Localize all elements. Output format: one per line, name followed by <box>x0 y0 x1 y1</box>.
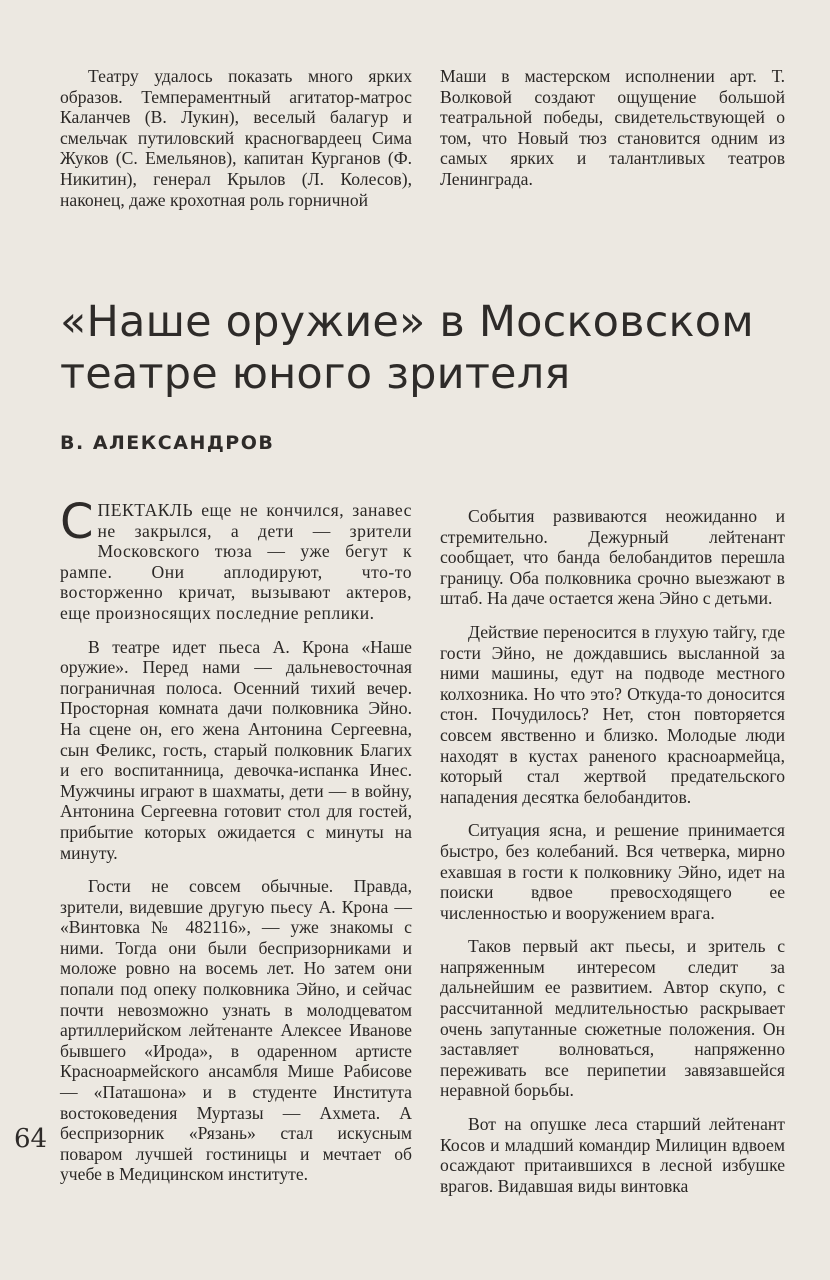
article-paragraph: Действие переносится в глухую тайгу, где гости Эйно, не дождавшись высланной за ними машины, едут на подводе местного колхозника. Но что это? Откуда-то доносится стон. Почудилось? Нет, стон повторяется совсем явственно и близко. Молодые люди находят в кустах раненого красноармейца, который стал жертвой предательского нападения десятка белобандитов. <box>440 621 785 807</box>
article-author: В. АЛЕКСАНДРОВ <box>60 432 275 454</box>
previous-article-paragraph: Театру удалось показать много ярких образов. Темпераментный агитатор-матрос Каланчев (В. Лукин), веселый балагур и смельчак путиловский красногвардеец Сима Жуков (С. Емельянов), капитан Курганов (Ф. Никитин), генерал Крылов (Л. Колесов), наконец, даже крохотная роль горничной <box>60 66 412 210</box>
article-column-left <box>60 494 412 1185</box>
article-paragraph: Таков первый акт пьесы, и зритель с напряженным интересом следит за дальнейшим ее развитием. Автор скупо, с рассчитанной медлительностью раскрывает очень запутанные сюжетные положения. Он заставляет волноваться, напряженно переживать все перипетии завязавшейся неравной борьбы. <box>440 936 785 1101</box>
article-column-right <box>440 506 785 1196</box>
page-number: 64 <box>14 1124 48 1154</box>
article-paragraph: В театре идет пьеса А. Крона «Наше оружие». Перед нами — дальневосточная пограничная полоса. Осенний тихий вечер. Просторная комната дачи полковника Эйно. На сцене он, его жена Антонина Сергеевна, сын Феликс, гость, старый полковник Благих и его воспитанница, девочка-испанка Инес. Мужчины играют в шахматы, дети — в войну, Антонина Сергеевна готовит стол для гостей, прибытие которых ожидается с минуты на минуту. <box>60 636 412 863</box>
article-paragraph: Гости не совсем обычные. Правда, зрители, видевшие другую пьесу А. Крона — «Винтовка № 482116», — уже знакомы с ними. Тогда они были беспризорниками и моложе ровно на восемь лет. Но затем они попали под опеку полковника Эйно, и сейчас почти невозможно узнать в молодцеватом артиллерийском лейтенанте Алексее Иванове бывшего «Ирода», в одаренном артисте Красноармейского ансамбля Мише Рабисове — «Паташона» и в студенте Института востоковедения Муртазы — Ахмета. А беспризорник «Рязань» стал искусным поваром лучшей гостиницы и мечтает об учебе в Медицинском институте. <box>60 876 412 1185</box>
previous-article-column-right <box>440 66 785 190</box>
article-title-line-1: «Наше оружие» в Московском <box>60 297 754 347</box>
article-title-line-2: театре юного зрителя <box>60 349 571 399</box>
article-paragraph: Вот на опушке леса старший лейтенант Косов и младший командир Милицин вдвоем осаждают притаившихся в лесной избушке врагов. Видавшая виды винтовка <box>440 1114 785 1196</box>
drop-cap: С <box>60 494 94 550</box>
lead-paragraph <box>60 494 412 624</box>
article-title <box>60 296 780 400</box>
article-paragraph: События развиваются неожиданно и стремительно. Дежурный лейтенант сообщает, что банда белобандитов перешла границу. Оба полковника срочно выезжают в штаб. На даче остается жена Эйно с детьми. <box>440 506 785 609</box>
lead-paragraph-text: ПЕКТАКЛЬ еще не кончился, занавес не закрылся, а дети — зрители Московского тюза — уже бегут к рампе. Они аплодируют, что-то восторженно кричат, вызывают актеров, еще произносящих последние реплики. <box>60 500 412 623</box>
article-paragraph: Ситуация ясна, и решение принимается быстро, без колебаний. Вся четверка, мирно ехавшая в гости к полковнику Эйно, идет на поиски вдвое превосходящего ее численностью и вооружением врага. <box>440 820 785 923</box>
previous-article-column-left <box>60 66 412 210</box>
previous-article-paragraph: Маши в мастерском исполнении арт. Т. Волковой создают ощущение большой театральной победы, свидетельствующей о том, что Новый тюз становится одним из самых ярких и талантливых театров Ленинграда. <box>440 66 785 189</box>
